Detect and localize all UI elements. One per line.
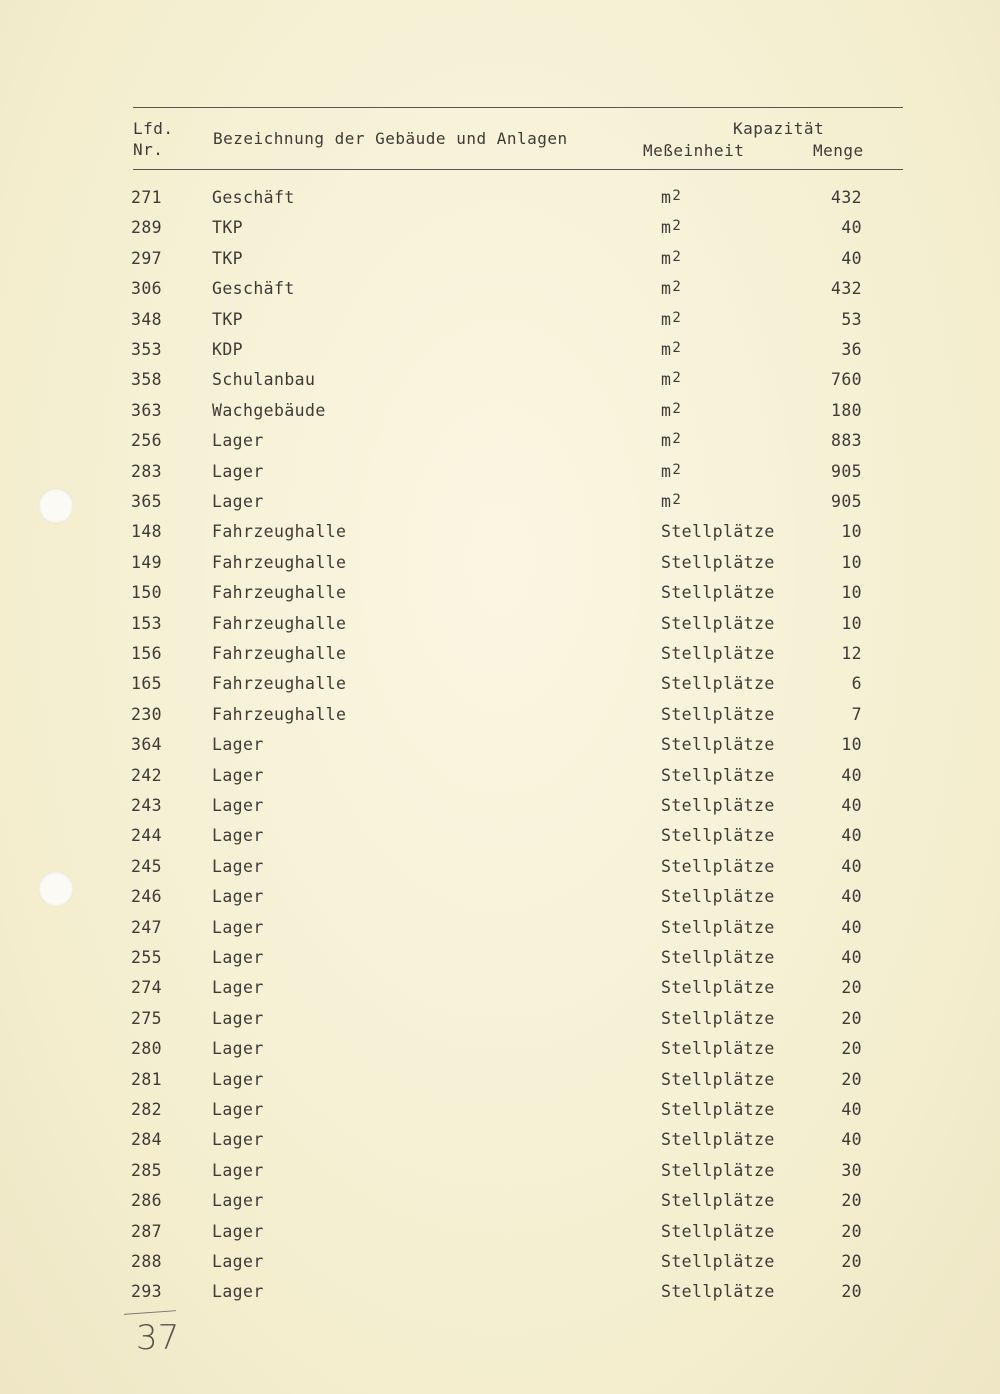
table-row [0, 583, 1000, 613]
unit: Stellplätze [661, 1100, 775, 1119]
row-number: 165 [131, 674, 163, 694]
unit-exponent: 2 [672, 279, 682, 296]
building-name: Lager [212, 887, 264, 907]
quantity: 905 [830, 492, 862, 511]
table-row [0, 857, 1000, 887]
table-row [0, 370, 1000, 400]
unit-cell [661, 1070, 775, 1089]
quantity: 40 [841, 218, 862, 238]
table-row [0, 948, 1000, 978]
unit: Stellplätze [661, 917, 775, 937]
building-name: Lager [212, 1039, 264, 1059]
unit-cell [661, 766, 775, 785]
unit-cell [661, 1252, 775, 1271]
unit-cell [661, 1039, 775, 1058]
quantity: 760 [830, 370, 862, 390]
table-row [0, 401, 1000, 431]
building-name: Lager [212, 431, 264, 451]
row-number: 244 [131, 826, 163, 846]
row-number: 256 [131, 431, 163, 451]
table-row [0, 1191, 1000, 1221]
table-row [0, 1282, 1000, 1312]
unit-cell [661, 492, 682, 511]
unit: m [661, 279, 672, 299]
building-name: Fahrzeughalle [212, 674, 347, 694]
unit-exponent: 2 [672, 248, 682, 265]
row-number: 285 [131, 1160, 163, 1180]
building-name: KDP [212, 340, 244, 359]
table-row [0, 1222, 1000, 1252]
building-name: Schulanbau [212, 370, 316, 390]
unit: Stellplätze [661, 1282, 775, 1302]
building-name: Fahrzeughalle [212, 583, 347, 603]
unit-cell [661, 1100, 775, 1119]
building-name: Lager [212, 765, 264, 785]
unit-cell [661, 553, 775, 572]
building-name: Lager [212, 1130, 264, 1150]
table-row [0, 431, 1000, 461]
unit-exponent: 2 [672, 340, 682, 356]
row-number: 153 [131, 613, 163, 633]
row-number: 148 [131, 522, 163, 542]
quantity: 40 [841, 796, 862, 815]
unit: m [661, 431, 672, 451]
header-name: Bezeichnung der Gebäude und Anlagen [213, 129, 568, 148]
unit: Stellplätze [661, 1160, 775, 1180]
row-number: 230 [131, 704, 163, 724]
unit: Stellplätze [661, 674, 775, 694]
building-name: Lager [212, 1282, 264, 1302]
table-row [0, 279, 1000, 309]
unit: m [661, 218, 672, 238]
building-name: Lager [212, 1252, 264, 1271]
building-name: Lager [212, 1191, 264, 1211]
unit: Stellplätze [661, 1039, 775, 1059]
building-name: TKP [212, 309, 244, 329]
unit: m [661, 188, 672, 207]
page-number: 37 [136, 1318, 180, 1358]
table-row [0, 1100, 1000, 1130]
quantity: 20 [841, 1191, 862, 1211]
table-row [0, 766, 1000, 796]
unit-cell [661, 218, 682, 238]
unit-cell [661, 796, 775, 815]
building-name: Lager [212, 1160, 264, 1180]
table-row [0, 918, 1000, 948]
unit-exponent: 2 [672, 492, 682, 508]
quantity: 53 [841, 309, 862, 329]
table-row [0, 310, 1000, 340]
row-number: 281 [131, 1069, 163, 1089]
building-name: Geschäft [212, 188, 295, 207]
unit-cell [661, 1130, 775, 1149]
unit: m [661, 340, 672, 359]
building-name: Fahrzeughalle [212, 644, 347, 663]
quantity: 30 [841, 1160, 862, 1180]
unit: Stellplätze [661, 978, 775, 998]
unit: Stellplätze [661, 1069, 775, 1089]
quantity: 36 [841, 340, 862, 359]
unit: Stellplätze [661, 948, 775, 967]
unit-cell [661, 309, 682, 329]
building-name: TKP [212, 218, 244, 238]
table-row [0, 644, 1000, 674]
row-number: 363 [131, 400, 163, 420]
row-number: 284 [131, 1130, 163, 1150]
unit: Stellplätze [661, 552, 775, 572]
quantity: 20 [841, 1252, 862, 1271]
row-number: 287 [131, 1221, 163, 1241]
unit: Stellplätze [661, 522, 775, 542]
quantity: 6 [851, 674, 862, 694]
unit-cell [661, 826, 775, 845]
unit: Stellplätze [661, 644, 775, 663]
quantity: 40 [841, 856, 862, 876]
row-number: 246 [131, 887, 163, 907]
table-row [0, 978, 1000, 1008]
row-number: 288 [131, 1252, 163, 1271]
unit-cell [661, 248, 682, 268]
unit-cell [661, 948, 775, 967]
unit: Stellplätze [661, 765, 775, 785]
unit-cell [661, 522, 775, 541]
quantity: 905 [830, 461, 862, 481]
row-number: 274 [131, 978, 163, 998]
row-number: 245 [131, 856, 163, 876]
building-name: Lager [212, 492, 264, 511]
table-row [0, 705, 1000, 735]
table-row [0, 249, 1000, 279]
row-number: 289 [131, 218, 163, 238]
header-qty: Menge [813, 141, 864, 160]
quantity: 40 [841, 1100, 862, 1119]
unit: Stellplätze [661, 583, 775, 603]
row-number: 280 [131, 1039, 163, 1059]
quantity: 883 [830, 431, 862, 451]
building-name: Lager [212, 1008, 264, 1028]
table-row [0, 553, 1000, 583]
row-number: 247 [131, 917, 163, 937]
table-row [0, 188, 1000, 218]
row-number: 156 [131, 644, 163, 663]
building-name: Lager [212, 826, 264, 846]
unit: Stellplätze [661, 1008, 775, 1028]
unit: Stellplätze [661, 613, 775, 633]
quantity: 432 [830, 279, 862, 299]
building-name: Lager [212, 1069, 264, 1089]
row-number: 364 [131, 735, 163, 755]
unit: Stellplätze [661, 704, 775, 724]
quantity: 40 [841, 887, 862, 907]
unit-cell [661, 918, 775, 937]
building-name: Lager [212, 856, 264, 876]
unit-cell [661, 887, 775, 906]
row-number: 149 [131, 552, 163, 572]
table-row [0, 1130, 1000, 1160]
unit-cell [661, 1222, 775, 1241]
header-unit: Meßeinheit [643, 141, 745, 160]
table-row [0, 1039, 1000, 1069]
unit-cell [661, 370, 682, 390]
unit: Stellplätze [661, 796, 775, 815]
quantity: 20 [841, 1282, 862, 1302]
unit: m [661, 492, 672, 511]
row-number: 255 [131, 948, 163, 967]
building-name: Lager [212, 796, 264, 815]
table-row [0, 887, 1000, 917]
quantity: 40 [841, 1130, 862, 1150]
quantity: 10 [841, 583, 862, 603]
table-row [0, 462, 1000, 492]
quantity: 10 [841, 735, 862, 755]
unit: Stellplätze [661, 887, 775, 907]
row-number: 306 [131, 279, 163, 299]
building-name: Lager [212, 948, 264, 967]
unit-exponent: 2 [672, 370, 682, 387]
quantity: 10 [841, 613, 862, 633]
unit: m [661, 400, 672, 420]
unit-cell [661, 188, 682, 207]
quantity: 40 [841, 765, 862, 785]
unit-cell [661, 1161, 775, 1180]
unit-cell [661, 400, 682, 420]
unit-cell [661, 461, 682, 481]
row-number: 358 [131, 370, 163, 390]
header-nr-line2: Nr. [133, 140, 164, 159]
quantity: 40 [841, 248, 862, 268]
unit-cell [661, 857, 775, 876]
table-row [0, 340, 1000, 370]
unit-cell [661, 705, 775, 724]
table-row [0, 1161, 1000, 1191]
row-number: 275 [131, 1008, 163, 1028]
table-row [0, 735, 1000, 765]
row-number: 242 [131, 765, 163, 785]
building-name: Fahrzeughalle [212, 552, 347, 572]
unit-exponent: 2 [672, 309, 682, 326]
quantity: 20 [841, 978, 862, 998]
quantity: 40 [841, 917, 862, 937]
unit: m [661, 248, 672, 268]
building-name: Fahrzeughalle [212, 613, 347, 633]
building-name: Lager [212, 735, 264, 755]
quantity: 10 [841, 522, 862, 542]
table-row [0, 492, 1000, 522]
unit: m [661, 370, 672, 390]
unit-cell [661, 735, 775, 754]
unit-cell [661, 583, 775, 602]
unit-cell [661, 279, 682, 299]
unit-cell [661, 644, 775, 663]
row-number: 283 [131, 461, 163, 481]
table-row [0, 826, 1000, 856]
unit-exponent: 2 [672, 400, 682, 417]
unit-exponent: 2 [672, 431, 682, 448]
unit-cell [661, 978, 775, 997]
unit: m [661, 309, 672, 329]
row-number: 348 [131, 309, 163, 329]
quantity: 10 [841, 552, 862, 572]
quantity: 20 [841, 1039, 862, 1059]
table-row [0, 614, 1000, 644]
row-number: 293 [131, 1282, 163, 1302]
building-name: Geschäft [212, 279, 295, 299]
row-number: 282 [131, 1100, 163, 1119]
row-number: 365 [131, 492, 163, 511]
unit-exponent: 2 [672, 461, 682, 478]
quantity: 7 [851, 704, 862, 724]
table-row [0, 1009, 1000, 1039]
quantity: 40 [841, 948, 862, 967]
header-top-rule [133, 107, 903, 108]
unit: Stellplätze [661, 826, 775, 846]
row-number: 271 [131, 188, 163, 207]
row-number: 286 [131, 1191, 163, 1211]
row-number: 297 [131, 248, 163, 268]
unit-cell [661, 674, 775, 693]
header-nr-line1: Lfd. [133, 119, 174, 138]
unit-cell [661, 431, 682, 451]
building-name: Lager [212, 461, 264, 481]
table-row [0, 1252, 1000, 1282]
quantity: 40 [841, 826, 862, 846]
table-row [0, 522, 1000, 552]
row-number: 150 [131, 583, 163, 603]
unit: Stellplätze [661, 735, 775, 755]
unit-exponent: 2 [672, 218, 682, 235]
unit: Stellplätze [661, 1191, 775, 1211]
unit-cell [661, 614, 775, 633]
table-row [0, 674, 1000, 704]
quantity: 20 [841, 1069, 862, 1089]
quantity: 20 [841, 1008, 862, 1028]
unit: Stellplätze [661, 1130, 775, 1150]
unit-cell [661, 1009, 775, 1028]
unit: Stellplätze [661, 856, 775, 876]
unit: m [661, 461, 672, 481]
unit-cell [661, 1191, 775, 1210]
table-row [0, 796, 1000, 826]
table-row [0, 1070, 1000, 1100]
unit-cell [661, 340, 682, 359]
quantity: 20 [841, 1221, 862, 1241]
building-name: Lager [212, 978, 264, 998]
header-bottom-rule [133, 169, 903, 170]
row-number: 353 [131, 340, 163, 359]
table-row [0, 218, 1000, 248]
building-name: Fahrzeughalle [212, 522, 347, 542]
building-name: Lager [212, 1100, 264, 1119]
building-name: Lager [212, 1221, 264, 1241]
unit: Stellplätze [661, 1252, 775, 1271]
building-name: TKP [212, 248, 244, 268]
building-name: Lager [212, 917, 264, 937]
row-number: 243 [131, 796, 163, 815]
unit-cell [661, 1282, 775, 1301]
unit: Stellplätze [661, 1221, 775, 1241]
building-name: Fahrzeughalle [212, 704, 347, 724]
quantity: 180 [830, 400, 862, 420]
header-capacity: Kapazität [733, 119, 825, 138]
quantity: 12 [841, 644, 862, 663]
building-name: Wachgebäude [212, 400, 326, 420]
unit-exponent: 2 [672, 188, 682, 204]
quantity: 432 [830, 188, 862, 207]
